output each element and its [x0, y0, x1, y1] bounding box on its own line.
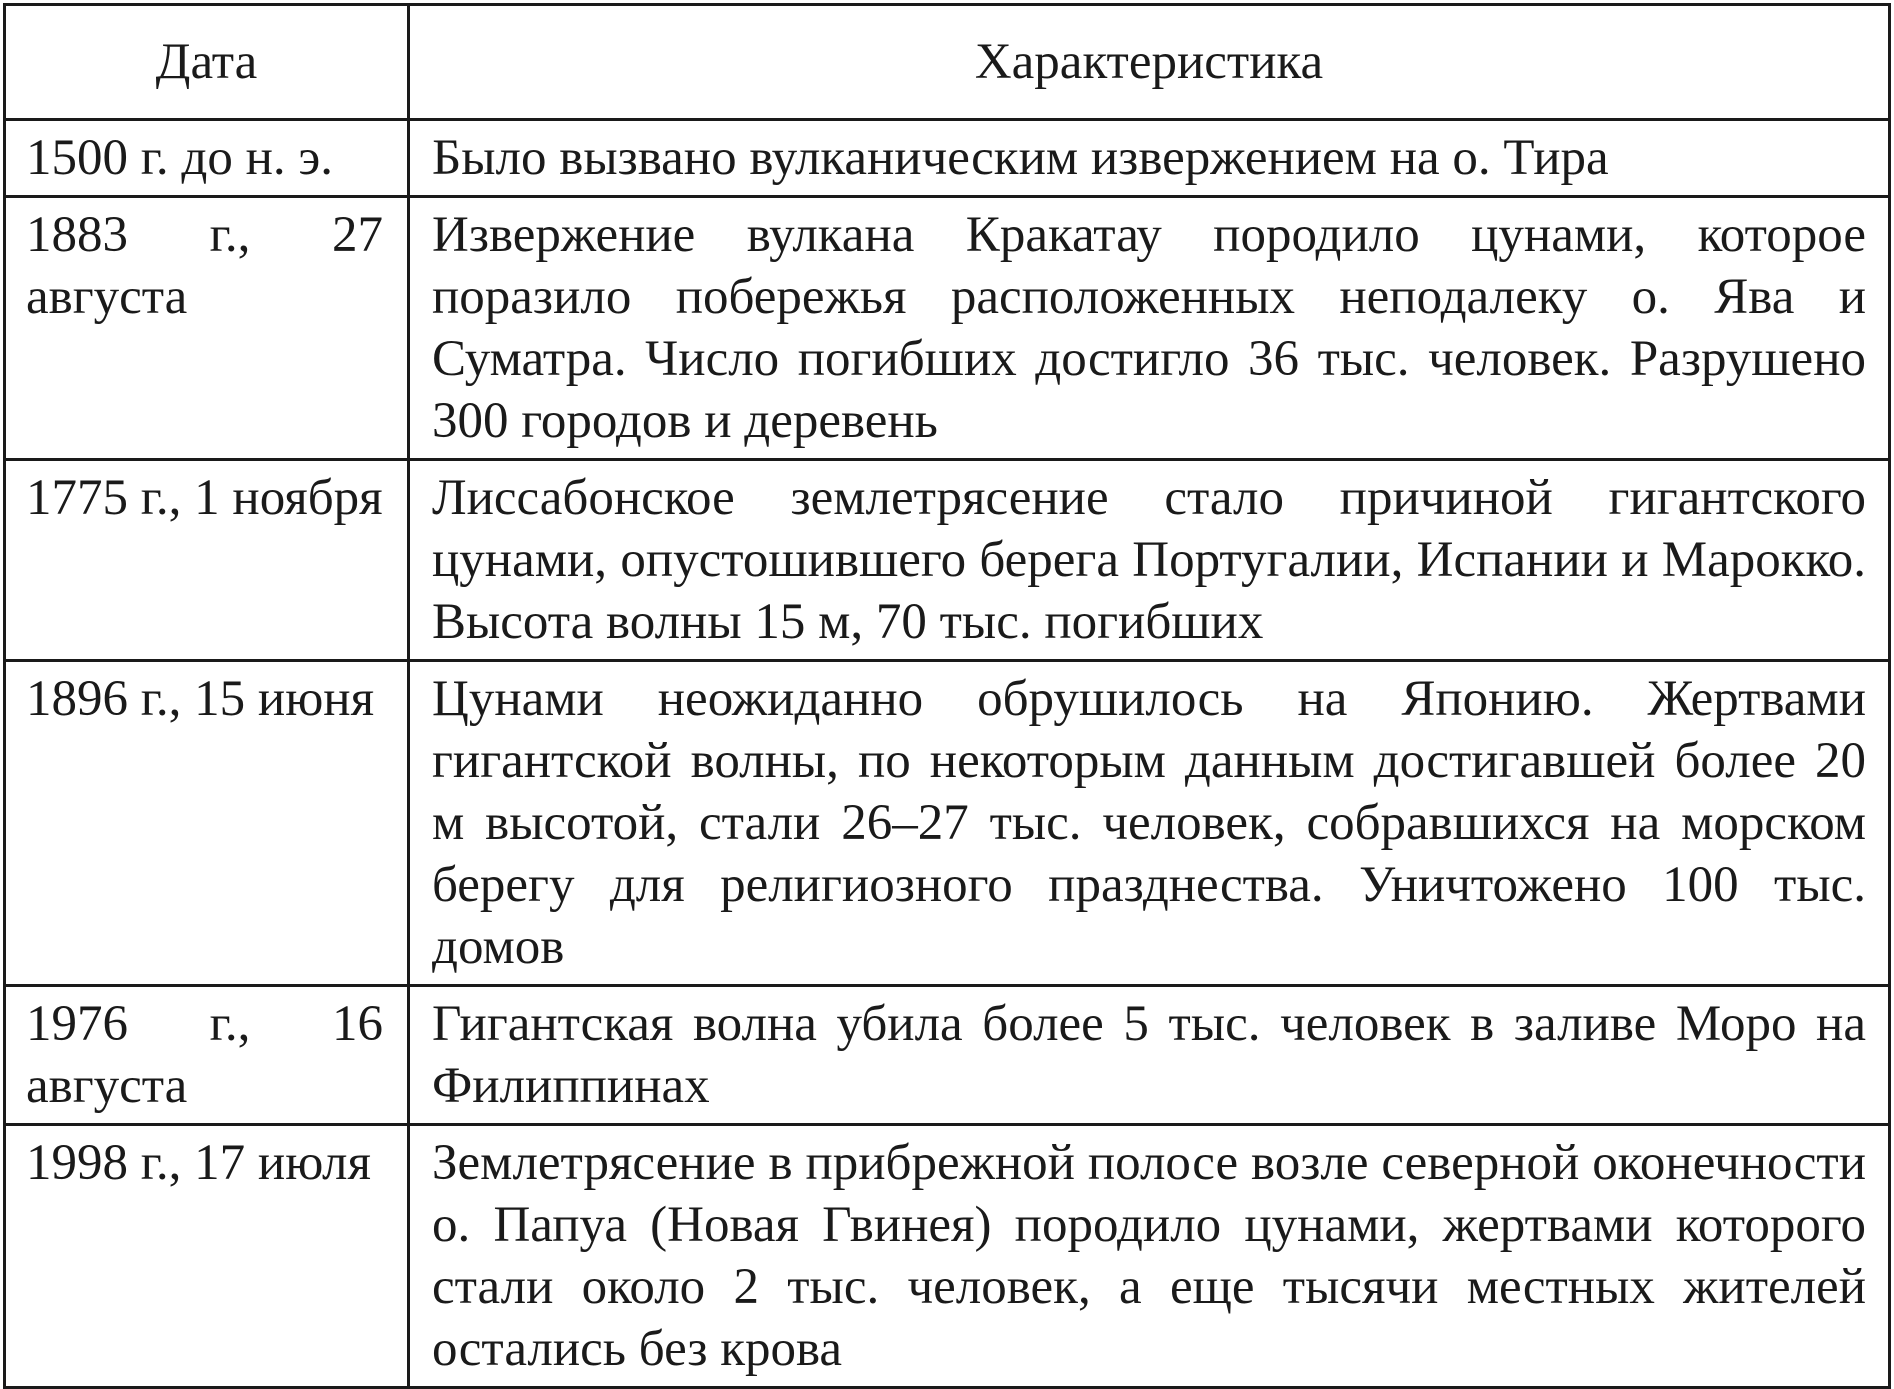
table-row	[5, 460, 1890, 661]
row-date: 1883 г., 27 августа	[5, 197, 409, 460]
tsunami-table	[3, 3, 1891, 1389]
table-row	[5, 197, 1890, 460]
row-description: Лиссабонское землетрясение стало причиной гигантского цунами, опустошившего берега Португалии, Испании и Марокко. Высота волны 15 м, 70 тыс. погибших	[409, 460, 1890, 661]
row-date: 1896 г., 15 июня	[5, 661, 409, 986]
row-description: Извержение вулкана Кракатау породило цунами, которое поразило побережья расположенных неподалеку о. Ява и Суматра. Число погибших достигло 36 тыс. человек. Разрушено 300 городов и деревень	[409, 197, 1890, 460]
row-date: 1500 г. до н. э.	[5, 120, 409, 197]
header-date: Дата	[5, 5, 409, 120]
header-description: Характеристика	[409, 5, 1890, 120]
table-row	[5, 1125, 1890, 1388]
table-row	[5, 986, 1890, 1125]
table-body	[5, 120, 1890, 1388]
row-description: Было вызвано вулканическим извержением на о. Тира	[409, 120, 1890, 197]
header-row	[5, 5, 1890, 120]
row-description: Цунами неожиданно обрушилось на Японию. Жертвами гигантской волны, по некоторым данным достигавшей более 20 м высотой, стали 26–27 тыс. человек, собравшихся на морском берегу для религиозного празднества. Уничтожено 100 тыс. домов	[409, 661, 1890, 986]
row-description: Гигантская волна убила более 5 тыс. человек в заливе Моро на Филиппинах	[409, 986, 1890, 1125]
row-description: Землетрясение в прибрежной полосе возле северной оконечности о. Папуа (Новая Гвинея) породило цунами, жертвами которого стали около 2 тыс. человек, а еще тысячи местных жителей остались без крова	[409, 1125, 1890, 1388]
row-date: 1775 г., 1 ноября	[5, 460, 409, 661]
table-header	[5, 5, 1890, 120]
table-row	[5, 120, 1890, 197]
row-date: 1976 г., 16 августа	[5, 986, 409, 1125]
row-date: 1998 г., 17 июля	[5, 1125, 409, 1388]
table-row	[5, 661, 1890, 986]
